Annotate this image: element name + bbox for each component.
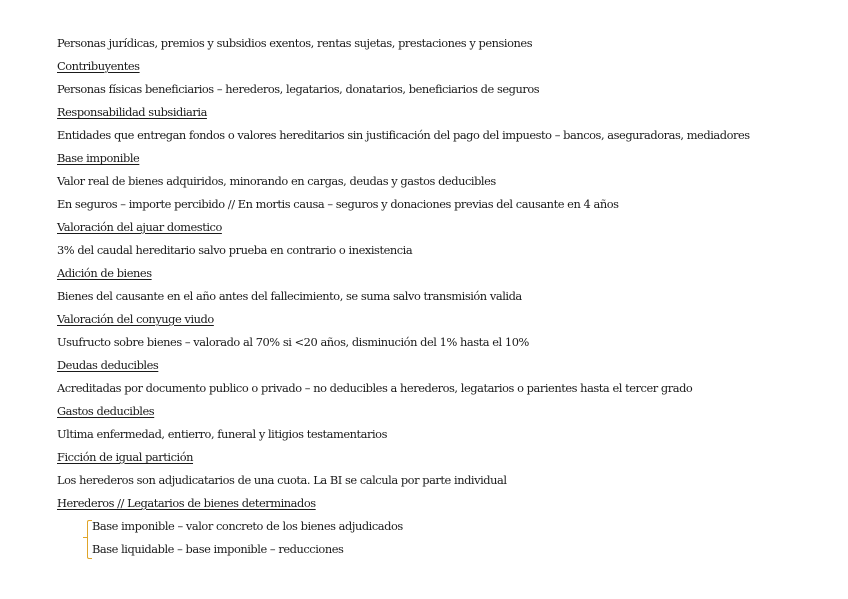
body-line: Ultima enfermedad, entierro, funeral y litigios testamentarios — [57, 427, 387, 441]
section-heading: Contribuyentes — [57, 59, 140, 73]
body-line: Valor real de bienes adquiridos, minorando en cargas, deudas y gastos deducibles — [57, 174, 496, 188]
section-heading: Valoración del ajuar domestico — [57, 220, 222, 234]
bracket-group — [87, 518, 848, 564]
section-heading: Herederos // Legatarios de bienes determinados — [57, 496, 316, 510]
body-line: Los herederos son adjudicatarios de una cuota. La BI se calcula por parte individual — [57, 473, 507, 487]
body-line: Personas físicas beneficiarios – herederos, legatarios, donatarios, beneficiarios de seguros — [57, 82, 540, 96]
section-heading: Gastos deducibles — [57, 404, 155, 418]
body-line: Acreditadas por documento publico o privado – no deducibles a herederos, legatarios o parientes hasta el tercer grado — [57, 381, 693, 395]
body-line: 3% del caudal hereditario salvo prueba en contrario o inexistencia — [57, 243, 413, 257]
section-heading: Responsabilidad subsidiaria — [57, 105, 207, 119]
section-heading: Adición de bienes — [57, 266, 152, 280]
body-line: En seguros – importe percibido // En mortis causa – seguros y donaciones previas del causante en 4 años — [57, 197, 619, 211]
bracket-tip — [83, 537, 87, 538]
body-line: Entidades que entregan fondos o valores hereditarios sin justificación del pago del impuesto – bancos, aseguradoras, mediadores — [57, 128, 750, 142]
body-line: Usufructo sobre bienes – valorado al 70% si <20 años, disminución del 1% hasta el 10% — [57, 335, 529, 349]
section-heading: Valoración del conyuge viudo — [57, 312, 214, 326]
curly-bracket-icon — [87, 520, 92, 559]
bracket-item: Base imponible – valor concreto de los bienes adjudicados — [92, 519, 403, 533]
section-heading: Deudas deducibles — [57, 358, 159, 372]
body-line: Personas jurídicas, premios y subsidios exentos, rentas sujetas, prestaciones y pensiones — [57, 36, 533, 50]
bracket-item: Base liquidable – base imponible – reducciones — [92, 542, 344, 556]
section-heading: Base imponible — [57, 151, 140, 165]
section-heading: Ficción de igual partición — [57, 450, 194, 464]
body-line: Bienes del causante en el año antes del fallecimiento, se suma salvo transmisión valida — [57, 289, 522, 303]
